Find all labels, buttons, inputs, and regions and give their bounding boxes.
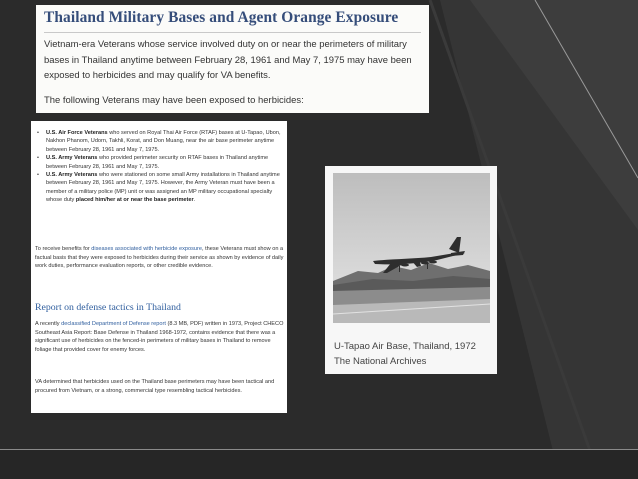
- list-item-bold-tail: placed him/her at or near the base perimeter: [75, 197, 194, 204]
- photo-panel: [325, 166, 497, 374]
- report-text-post: written in 1973, Project CHECO Southeast Asia Report: Base Defense in Thailand 1968-1972, contains evidence that there was a significant use of herbicides on the fenced-in perimeters of military bases in Thailand to remove foliage that provided cover for enemy forces.: [35, 321, 284, 353]
- benefits-text-post: , these Veterans must show on a factual basis that they were exposed to herbicides during their service as shown by evidence of daily work duties, performance evaluation reports, or other credible evidence.: [35, 246, 284, 270]
- photo-caption-credit: The National Archives: [334, 356, 427, 367]
- benefits-paragraph: [35, 245, 285, 271]
- top-panel: [36, 5, 429, 113]
- b-52-bomber-photo: [333, 173, 490, 323]
- intro-paragraph: Vietnam-era Veterans whose service involved duty on or near the perimeters of military bases in Thailand anytime between February 28, 1961 and May 7, 1975 may have been exposed to herbicides and may qualify for VA benefits.: [44, 39, 412, 82]
- list-item: [35, 129, 287, 154]
- bullet-icon: •: [37, 155, 39, 162]
- photo-caption-location: U-Tapao Air Base, Thailand, 1972: [334, 341, 476, 352]
- report-size: (8.3 MB, PDF): [165, 321, 204, 327]
- title-divider: [44, 32, 421, 33]
- list-item: [35, 154, 287, 171]
- report-paragraph: [35, 320, 285, 354]
- list-item-text: who were stationed on some small Army installations in Thailand anytime between February 28, 1961 and May 7, 1975. However, the Army Veteran must have been a member of a military police (MP) unit or was assigned an MP military occupational specialty whose duty: [46, 172, 280, 204]
- middle-panel: [31, 121, 287, 413]
- list-item-text: who provided perimeter security on RTAF bases in Thailand anytime between February 28, 1961 and May 7, 1975.: [46, 155, 269, 170]
- bullet-icon: •: [37, 172, 39, 179]
- report-heading: Report on defense tactics in Thailand: [35, 302, 181, 313]
- veteran-list: [35, 129, 287, 205]
- benefits-text-pre: To receive benefits for: [35, 246, 92, 252]
- list-item-bold: U.S. Air Force Veterans: [46, 130, 108, 136]
- list-item: [35, 171, 287, 205]
- list-item-bold: U.S. Army Veterans: [46, 172, 98, 179]
- list-item-tail: .: [193, 197, 196, 204]
- diseases-link[interactable]: diseases associated with herbicide exposure: [91, 246, 202, 252]
- list-item-bold: U.S. Army Veterans: [46, 155, 98, 162]
- list-item-text: who served on Royal Thai Air Force (RTAF) bases at U-Tapao, Ubon, Nakhon Phanom, Udorn, Takhli, Korat, and Don Muang, near the air base perimeter anytime between February 28, 1961 and May 7, 1975.: [46, 130, 281, 153]
- va-paragraph: VA determined that herbicides used on the Thailand base perimeters may have been tactical and procured from Vietnam, or a strong, commercial type resembling tactical herbicides.: [35, 379, 275, 394]
- report-text-pre: A recently: [35, 321, 62, 327]
- page-title: Thailand Military Bases and Agent Orange Exposure: [44, 9, 399, 26]
- lead-sentence: The following Veterans may have been exposed to herbicides:: [44, 95, 304, 106]
- bullet-icon: •: [37, 130, 39, 136]
- report-link[interactable]: declassified Department of Defense report: [61, 321, 166, 327]
